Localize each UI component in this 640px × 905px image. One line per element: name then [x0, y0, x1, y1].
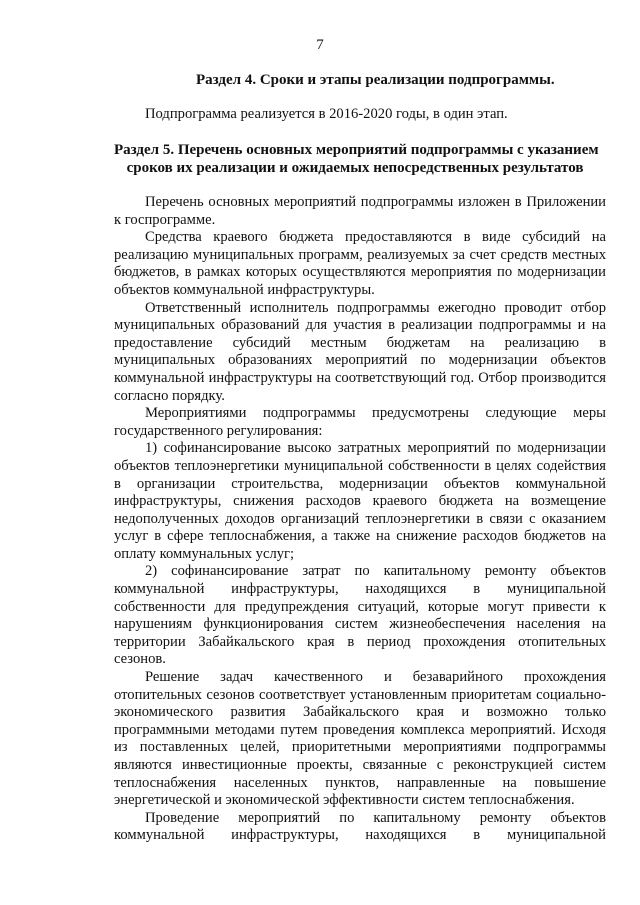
paragraph-repair: Проведение мероприятий по капитальному ремонту объектов коммунальной инфраструктуры, находящихся в муниципальной [114, 809, 606, 844]
paragraph-solution: Решение задач качественного и безаварийного прохождения отопительных сезонов соответствует установленным приоритетам социально-экономического развития Забайкальского края и возможно только программными методами путем проведения комплекса мероприятий. Исходя из поставленных целей, приоритетными мероприятиями подпрограммы являются инвестиционные проекты, связанные с реконструкцией систем теплоснабжения населенных пунктов, направленные на повышение энергетической и экономической эффективности систем теплоснабжения. [114, 669, 606, 809]
paragraph-cofinancing-1: 1) софинансирование высоко затратных мероприятий по модернизации объектов теплоэнергетики муниципальной собственности в целях содействия в организации строительства, модернизации объектов коммунальной инфраструктуры, снижения расходов краевого бюджета на возмещение недополученных доходов организаций теплоэнергетики в связи с оказанием услуг в сфере теплоснабжения, а также на снижение расходов бюджетов на оплату коммунальных услуг; [114, 440, 606, 562]
paragraph-selection: Ответственный исполнитель подпрограммы ежегодно проводит отбор муниципальных образований для участия в реализации подпрограммы и на предоставление субсидий местным бюджетам на реализацию в муниципальных образованиях мероприятий по модернизации объектов коммунальной инфраструктуры на соответствующий год. Отбор производится согласно порядку. [114, 299, 606, 404]
paragraph-cofinancing-2: 2) софинансирование затрат по капитальному ремонту объектов коммунальной инфраструктуры, находящихся в муниципальной собственности для предупреждения ситуаций, которые могут привести к нарушениям функционирования систем жизнеобеспечения населения на территории Забайкальского края в период прохождения отопительных сезонов. [114, 563, 606, 668]
section-5-heading [114, 141, 599, 177]
paragraph-measures-list: Перечень основных мероприятий подпрограммы изложен в Приложении к госпрограмме. [114, 194, 606, 228]
section-4-text: Подпрограмма реализуется в 2016-2020 годы, в один этап. [145, 106, 508, 122]
page-number: 7 [316, 37, 324, 53]
section-4-heading: Раздел 4. Сроки и этапы реализации подпрограммы. [196, 72, 555, 88]
section-5-body [114, 194, 606, 845]
paragraph-regional-budget: Средства краевого бюджета предоставляются в виде субсидий на реализацию муниципальных программ, реализуемых за счет средств местных бюджетов, в рамках которых осуществляются мероприятия по модернизации объектов коммунальной инфраструктуры. [114, 229, 606, 298]
section-5-heading-line-2: сроков их реализации и ожидаемых непосредственных результатов [126, 160, 584, 176]
section-5-heading-line-1: Раздел 5. Перечень основных мероприятий подпрограммы с указанием [114, 142, 599, 158]
paragraph-regulation-measures: Мероприятиями подпрограммы предусмотрены следующие меры государственного регулирования: [114, 405, 606, 439]
